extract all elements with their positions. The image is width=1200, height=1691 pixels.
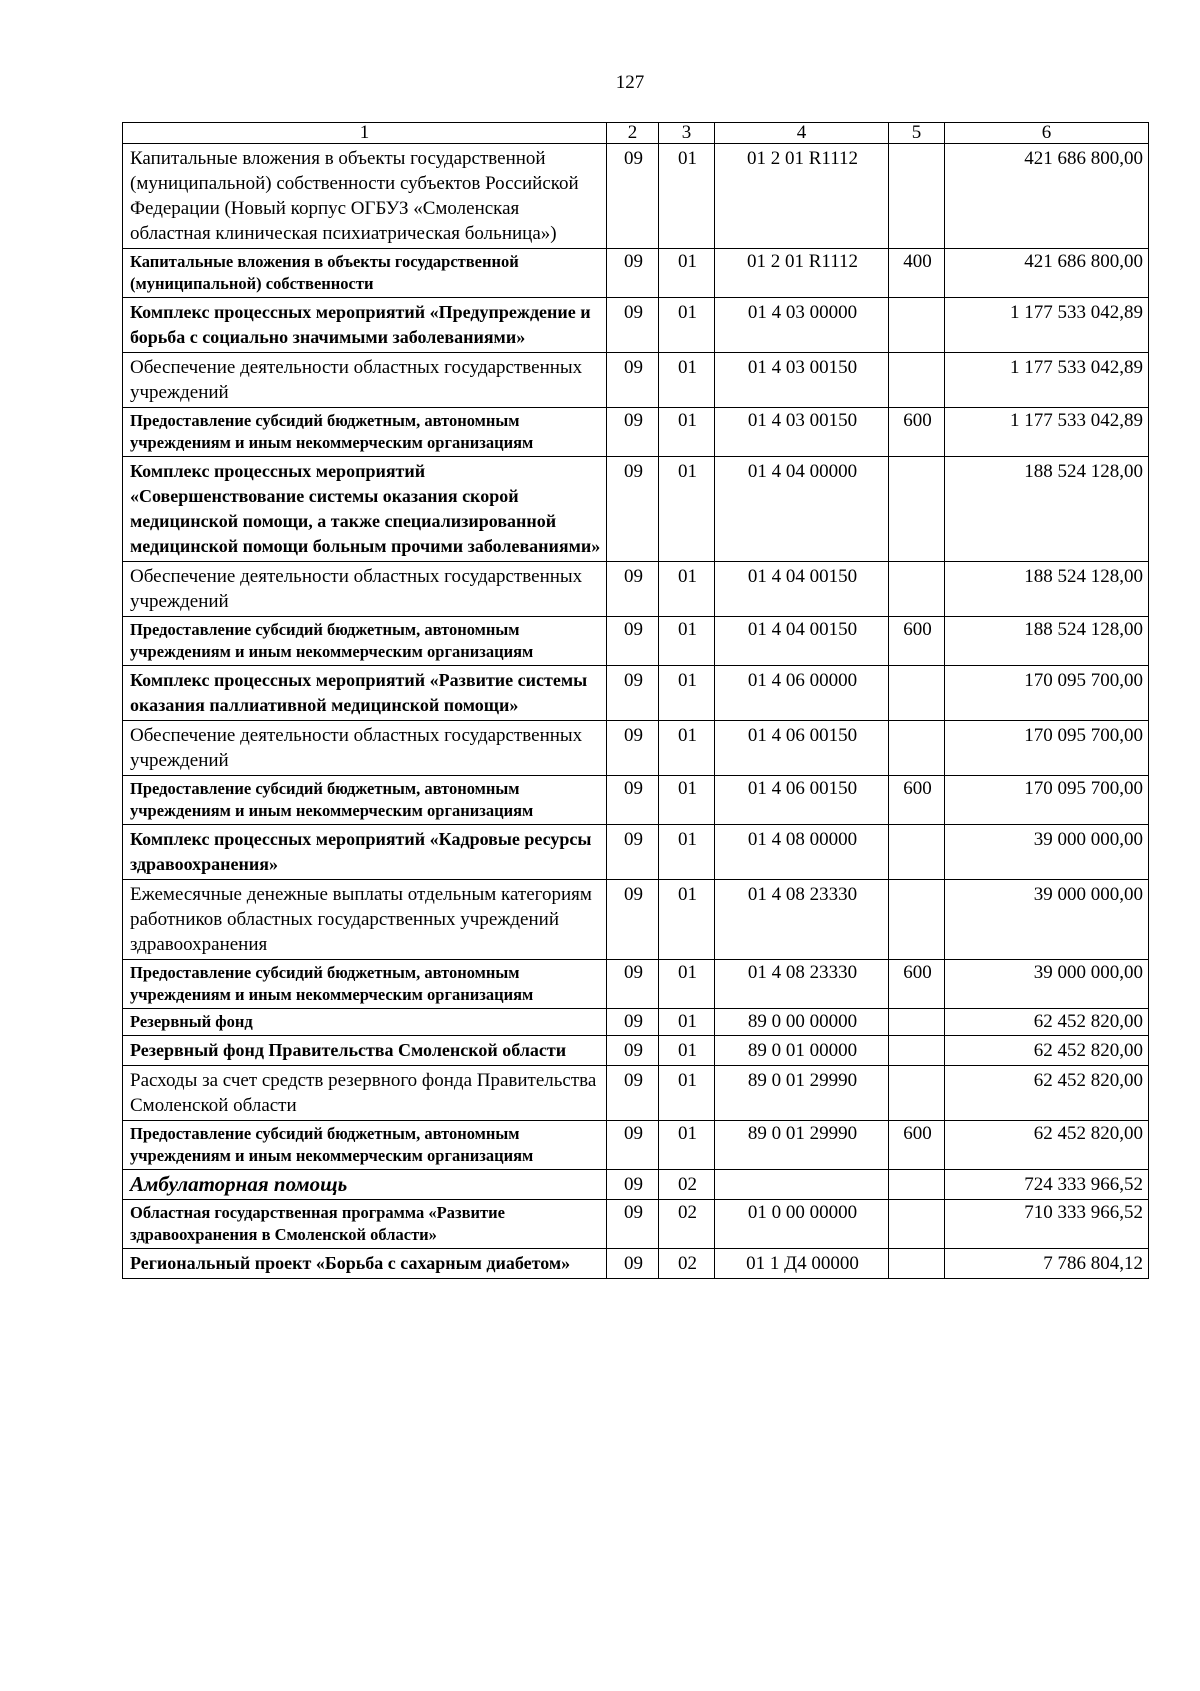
row-target-code: 89 0 01 29990 [715, 1066, 889, 1121]
row-amount: 62 452 820,00 [945, 1009, 1149, 1036]
row-expense-type [889, 880, 945, 960]
row-target-code: 01 4 08 00000 [715, 825, 889, 880]
row-amount: 710 333 966,52 [945, 1200, 1149, 1249]
row-section: 09 [607, 617, 659, 666]
row-name: Капитальные вложения в объекты государственной (муниципальной) собственности [123, 249, 607, 298]
row-amount: 724 333 966,52 [945, 1170, 1149, 1200]
table-row [123, 1200, 1149, 1249]
row-section: 09 [607, 1200, 659, 1249]
row-amount: 1 177 533 042,89 [945, 408, 1149, 457]
table-row [123, 825, 1149, 880]
row-amount: 188 524 128,00 [945, 562, 1149, 617]
table-body [123, 144, 1149, 1279]
row-target-code: 01 4 06 00150 [715, 776, 889, 825]
row-section: 09 [607, 1066, 659, 1121]
row-subsection: 01 [659, 825, 715, 880]
table-row [123, 457, 1149, 562]
row-amount: 62 452 820,00 [945, 1121, 1149, 1170]
row-amount: 39 000 000,00 [945, 825, 1149, 880]
row-name: Капитальные вложения в объекты государственной (муниципальной) собственности субъектов Российской Федерации (Новый корпус ОГБУЗ «Смоленская областная клиническая психиатрическая больница») [123, 144, 607, 249]
row-subsection: 01 [659, 1121, 715, 1170]
row-amount: 188 524 128,00 [945, 617, 1149, 666]
row-target-code: 01 4 08 23330 [715, 880, 889, 960]
row-expense-type: 600 [889, 408, 945, 457]
row-expense-type [889, 1249, 945, 1279]
row-subsection: 01 [659, 721, 715, 776]
header-col-4: 4 [715, 123, 889, 144]
table-row [123, 1036, 1149, 1066]
row-subsection: 01 [659, 880, 715, 960]
row-name: Комплекс процессных мероприятий «Развитие системы оказания паллиативной медицинской помощи» [123, 666, 607, 721]
table-row [123, 721, 1149, 776]
row-amount: 170 095 700,00 [945, 666, 1149, 721]
row-subsection: 01 [659, 408, 715, 457]
row-amount: 170 095 700,00 [945, 776, 1149, 825]
row-target-code: 01 0 00 00000 [715, 1200, 889, 1249]
row-expense-type [889, 825, 945, 880]
row-target-code: 01 4 08 23330 [715, 960, 889, 1009]
row-expense-type [889, 1036, 945, 1066]
table-header-row [123, 123, 1149, 144]
row-section: 09 [607, 960, 659, 1009]
row-section: 09 [607, 1036, 659, 1066]
row-name: Расходы за счет средств резервного фонда Правительства Смоленской области [123, 1066, 607, 1121]
row-subsection: 01 [659, 1066, 715, 1121]
row-expense-type [889, 562, 945, 617]
table-row [123, 666, 1149, 721]
row-target-code: 01 2 01 R1112 [715, 249, 889, 298]
table-row [123, 1009, 1149, 1036]
row-name: Региональный проект «Борьба с сахарным диабетом» [123, 1249, 607, 1279]
row-subsection: 02 [659, 1249, 715, 1279]
row-name: Обеспечение деятельности областных государственных учреждений [123, 721, 607, 776]
row-subsection: 02 [659, 1170, 715, 1200]
row-name: Комплекс процессных мероприятий «Кадровые ресурсы здравоохранения» [123, 825, 607, 880]
row-target-code: 01 4 03 00150 [715, 353, 889, 408]
row-target-code: 01 4 03 00000 [715, 298, 889, 353]
row-target-code: 89 0 00 00000 [715, 1009, 889, 1036]
row-subsection: 01 [659, 617, 715, 666]
header-col-6: 6 [945, 123, 1149, 144]
row-subsection: 01 [659, 457, 715, 562]
row-name: Предоставление субсидий бюджетным, автономным учреждениям и иным некоммерческим организациям [123, 617, 607, 666]
row-target-code: 01 1 Д4 00000 [715, 1249, 889, 1279]
row-subsection: 01 [659, 960, 715, 1009]
row-section: 09 [607, 1121, 659, 1170]
row-name: Предоставление субсидий бюджетным, автономным учреждениям и иным некоммерческим организациям [123, 960, 607, 1009]
row-subsection: 01 [659, 562, 715, 617]
row-expense-type [889, 721, 945, 776]
row-name: Предоставление субсидий бюджетным, автономным учреждениям и иным некоммерческим организациям [123, 1121, 607, 1170]
row-subsection: 01 [659, 1036, 715, 1066]
row-amount: 62 452 820,00 [945, 1036, 1149, 1066]
row-target-code: 01 4 04 00000 [715, 457, 889, 562]
row-name: Комплекс процессных мероприятий «Предупреждение и борьба с социально значимыми заболеваниями» [123, 298, 607, 353]
row-expense-type: 600 [889, 617, 945, 666]
table-row [123, 1066, 1149, 1121]
row-section: 09 [607, 144, 659, 249]
row-name: Ежемесячные денежные выплаты отдельным категориям работников областных государственных учреждений здравоохранения [123, 880, 607, 960]
header-col-3: 3 [659, 123, 715, 144]
row-section: 09 [607, 298, 659, 353]
row-amount: 7 786 804,12 [945, 1249, 1149, 1279]
table-row [123, 298, 1149, 353]
row-target-code: 01 4 04 00150 [715, 617, 889, 666]
row-target-code: 01 2 01 R1112 [715, 144, 889, 249]
table-row [123, 776, 1149, 825]
row-section: 09 [607, 353, 659, 408]
table-row [123, 144, 1149, 249]
row-section: 09 [607, 1249, 659, 1279]
row-section: 09 [607, 562, 659, 617]
row-subsection: 01 [659, 249, 715, 298]
row-expense-type: 600 [889, 960, 945, 1009]
row-subsection: 01 [659, 666, 715, 721]
row-target-code: 89 0 01 00000 [715, 1036, 889, 1066]
header-col-2: 2 [607, 123, 659, 144]
row-subsection: 01 [659, 353, 715, 408]
row-expense-type [889, 666, 945, 721]
row-section: 09 [607, 1009, 659, 1036]
row-target-code: 01 4 03 00150 [715, 408, 889, 457]
row-name: Обеспечение деятельности областных государственных учреждений [123, 562, 607, 617]
row-target-code: 89 0 01 29990 [715, 1121, 889, 1170]
table-row [123, 562, 1149, 617]
table-row [123, 353, 1149, 408]
row-name: Резервный фонд Правительства Смоленской области [123, 1036, 607, 1066]
row-section: 09 [607, 666, 659, 721]
row-section: 09 [607, 721, 659, 776]
row-amount: 39 000 000,00 [945, 880, 1149, 960]
row-amount: 188 524 128,00 [945, 457, 1149, 562]
row-name: Комплекс процессных мероприятий «Совершенствование системы оказания скорой медицинской помощи, а также специализированной медицинской помощи больным прочими заболеваниями» [123, 457, 607, 562]
row-expense-type [889, 144, 945, 249]
row-target-code: 01 4 06 00150 [715, 721, 889, 776]
row-expense-type [889, 1200, 945, 1249]
budget-table [122, 122, 1149, 1279]
header-col-5: 5 [889, 123, 945, 144]
row-amount: 421 686 800,00 [945, 249, 1149, 298]
row-subsection: 01 [659, 776, 715, 825]
row-section: 09 [607, 1170, 659, 1200]
table-row [123, 408, 1149, 457]
row-name: Предоставление субсидий бюджетным, автономным учреждениям и иным некоммерческим организациям [123, 408, 607, 457]
row-name: Амбулаторная помощь [123, 1170, 607, 1200]
row-expense-type [889, 1066, 945, 1121]
row-expense-type: 600 [889, 776, 945, 825]
row-expense-type: 600 [889, 1121, 945, 1170]
row-expense-type [889, 353, 945, 408]
table-row [123, 1249, 1149, 1279]
row-section: 09 [607, 457, 659, 562]
row-name: Обеспечение деятельности областных государственных учреждений [123, 353, 607, 408]
row-section: 09 [607, 825, 659, 880]
row-target-code [715, 1170, 889, 1200]
row-subsection: 02 [659, 1200, 715, 1249]
row-section: 09 [607, 249, 659, 298]
row-expense-type: 400 [889, 249, 945, 298]
row-subsection: 01 [659, 1009, 715, 1036]
row-section: 09 [607, 408, 659, 457]
table-row [123, 249, 1149, 298]
row-expense-type [889, 1170, 945, 1200]
row-target-code: 01 4 04 00150 [715, 562, 889, 617]
row-amount: 1 177 533 042,89 [945, 353, 1149, 408]
table-row [123, 880, 1149, 960]
row-amount: 421 686 800,00 [945, 144, 1149, 249]
table-row [123, 960, 1149, 1009]
table-row [123, 1121, 1149, 1170]
row-amount: 1 177 533 042,89 [945, 298, 1149, 353]
header-col-1: 1 [123, 123, 607, 144]
row-amount: 62 452 820,00 [945, 1066, 1149, 1121]
row-amount: 170 095 700,00 [945, 721, 1149, 776]
row-expense-type [889, 1009, 945, 1036]
page-number: 127 [615, 72, 645, 93]
row-expense-type [889, 457, 945, 562]
row-section: 09 [607, 880, 659, 960]
row-subsection: 01 [659, 298, 715, 353]
row-subsection: 01 [659, 144, 715, 249]
table-row [123, 617, 1149, 666]
table-row [123, 1170, 1149, 1200]
row-name: Областная государственная программа «Развитие здравоохранения в Смоленской области» [123, 1200, 607, 1249]
row-amount: 39 000 000,00 [945, 960, 1149, 1009]
row-target-code: 01 4 06 00000 [715, 666, 889, 721]
row-expense-type [889, 298, 945, 353]
row-name: Резервный фонд [123, 1009, 607, 1036]
row-section: 09 [607, 776, 659, 825]
row-name: Предоставление субсидий бюджетным, автономным учреждениям и иным некоммерческим организациям [123, 776, 607, 825]
